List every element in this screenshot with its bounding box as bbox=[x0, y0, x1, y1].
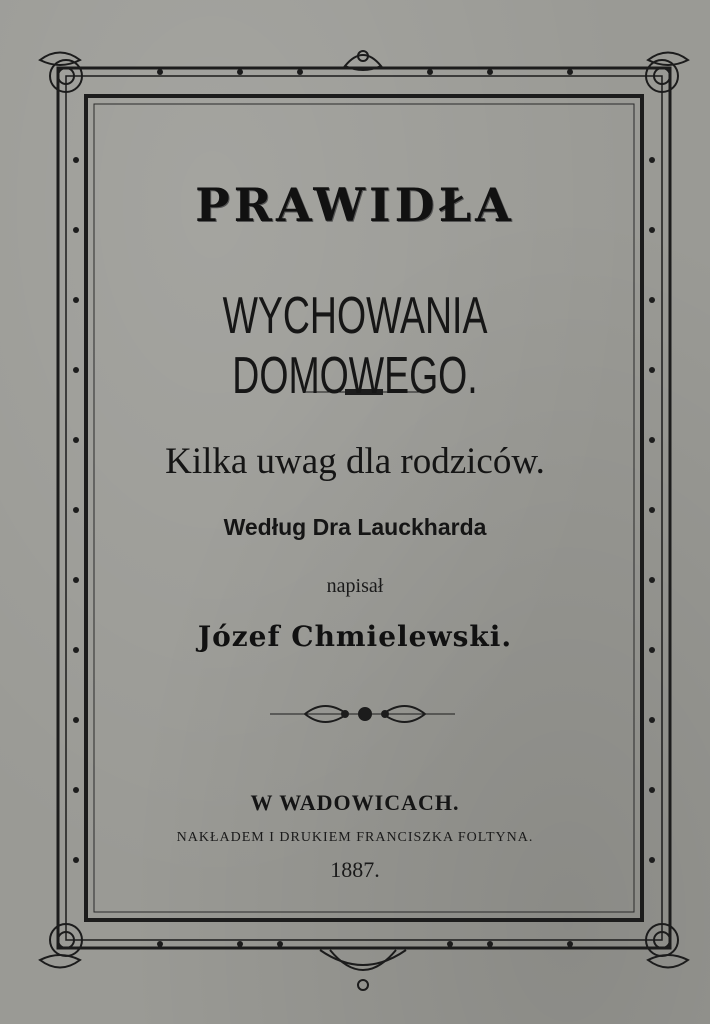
publication-year: 1887. bbox=[330, 857, 380, 882]
wrote-label: napisał bbox=[326, 575, 384, 597]
based-on-line: Według Dra Lauckharda bbox=[223, 514, 487, 540]
author-name: Józef Chmielewski. bbox=[197, 620, 513, 653]
publisher-line: NAKŁADEM I DRUKIEM FRANCISZKA FOLTYNA. bbox=[176, 830, 534, 845]
title-line-2: WYCHOWANIA DOMOWEGO. bbox=[222, 287, 488, 405]
title-line-1: PRAWIDŁA bbox=[195, 178, 515, 232]
fleuron-ornament bbox=[270, 706, 455, 722]
publication-place: W WADOWICACH. bbox=[250, 790, 460, 815]
subtitle: Kilka uwag dla rodziców. bbox=[165, 441, 545, 482]
